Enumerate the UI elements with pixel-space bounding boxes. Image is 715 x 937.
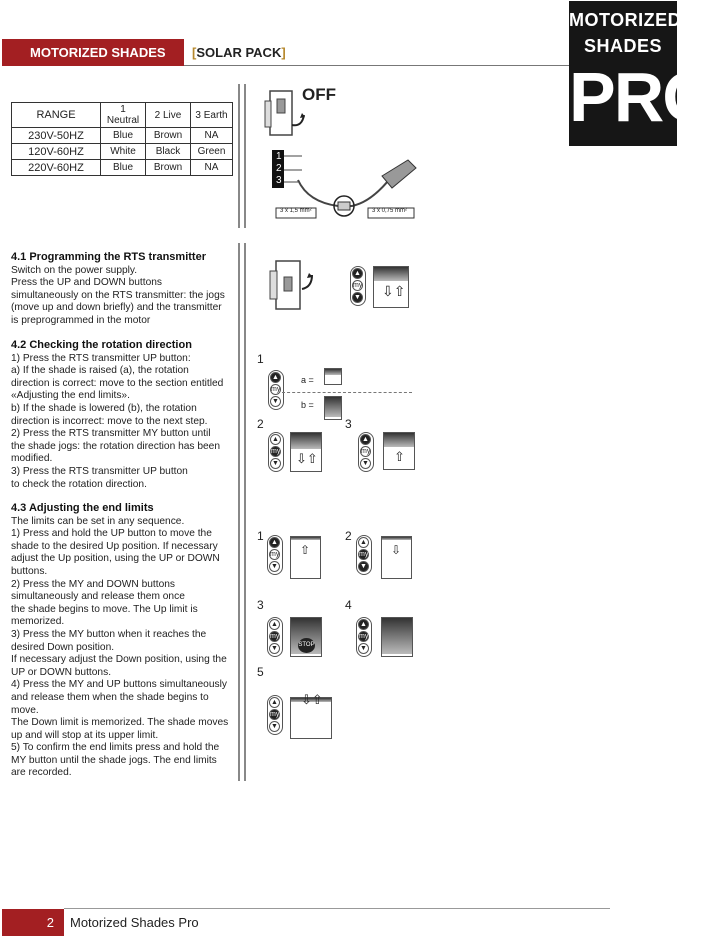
jog-arrows-icon: ⇩⇧ — [296, 451, 318, 466]
my-button-icon: my — [271, 386, 281, 393]
my-button-icon: my — [270, 711, 280, 718]
down-button-icon: ▼ — [269, 561, 280, 572]
section-body: The limits can be set in any sequence. 1) Press and hold the UP button to move the shade to the desired Up position. If necessary adjust the Up position, using the UP or DOWN buttons. 2) Press the MY and DOWN buttons simultaneously and release them once the shade begins to move. The Up limit is memorized. 3) Press the MY button when it reaches the desired Down position. If necessary adjust the Down position, using the UP or DOWN buttons. 4) Press the MY and UP buttons simultaneously and release them when the shade begins to move. The Down limit is memorized. The shade moves up and will stop at its upper limit. 5) To confirm the end limits press and hold the MY button until the shade jogs. The end limits are recorded. — [11, 515, 229, 779]
off-label: OFF — [302, 85, 336, 104]
step-1-label: 1 — [257, 352, 264, 366]
step-3-label: 3 — [345, 417, 352, 431]
up-button-icon: ▲ — [269, 619, 280, 630]
header-rule — [184, 65, 570, 66]
table-header: 3 Earth — [191, 103, 233, 128]
my-button-icon: my — [270, 633, 280, 640]
column-rule-bottom-b — [244, 243, 246, 781]
up-button-icon: ▲ — [269, 537, 280, 548]
down-button-icon: ▼ — [270, 396, 281, 407]
down-button-icon: ▼ — [358, 643, 369, 654]
table-row — [12, 144, 233, 160]
bracket-open: [ — [192, 45, 197, 60]
table-header: RANGE — [12, 103, 101, 128]
rts-remote — [356, 535, 372, 575]
wire-numbers — [276, 151, 282, 187]
column-rule-top-b — [244, 84, 246, 228]
shade-raised-icon — [324, 368, 342, 385]
rts-remote — [350, 266, 366, 306]
table-cell: Green — [191, 144, 233, 160]
shade-jog-figure — [290, 692, 332, 739]
footer-rule — [64, 908, 610, 909]
up-button-icon: ▲ — [358, 619, 369, 630]
table-cell: Blue — [101, 160, 146, 176]
section-title: 4.3 Adjusting the end limits — [11, 502, 154, 514]
section-4-3 — [11, 502, 239, 780]
rts-remote — [267, 617, 283, 657]
result-b-label: b = — [301, 400, 314, 410]
down-button-icon: ▼ — [352, 292, 363, 303]
logo-line-2: SHADES — [583, 36, 662, 56]
jog-arrows-icon: ⇩⇧ — [301, 692, 323, 707]
section-name: SOLAR PACK — [196, 45, 282, 60]
table-cell: Brown — [146, 160, 191, 176]
divider — [282, 392, 412, 394]
table-cell: NA — [191, 160, 233, 176]
up-button-icon: ▲ — [352, 268, 363, 279]
table-header-row — [12, 103, 233, 128]
wire-2: 2 — [276, 163, 282, 174]
step-3-label: 3 — [257, 598, 264, 612]
section-body: 1) Press the RTS transmitter UP button: a) If the shade is raised (a), the rotation direction is correct: move to the section entitled «Adjusting the end limits». b) If the shade is lowered (b), the rotation direction is incorrect: move to the next step. 2) Press the RTS transmitter MY button until the shade jogs: the rotation direction has been modified. 3) Press the RTS transmitter UP button to check the rotation direction. — [11, 352, 224, 490]
shade-up-figure — [290, 536, 321, 579]
stop-icon: STOP — [298, 638, 315, 653]
rts-remote — [268, 432, 284, 472]
section-4-2 — [11, 339, 239, 491]
my-button-icon: my — [270, 551, 280, 558]
rts-remote — [268, 370, 284, 410]
step-1-label: 1 — [257, 529, 264, 543]
breaker-on-figure — [268, 255, 328, 315]
shade-down-figure — [381, 536, 412, 579]
my-button-icon: my — [359, 551, 369, 558]
section-title: 4.2 Checking the rotation direction — [11, 339, 192, 351]
shade-lowered-icon — [324, 396, 342, 420]
rts-remote — [267, 695, 283, 735]
table-header: 2 Live — [146, 103, 191, 128]
my-button-icon: my — [271, 448, 281, 455]
wiring-table — [11, 102, 233, 176]
up-arrow-icon: ⇧ — [394, 449, 405, 464]
down-button-icon: ▼ — [270, 458, 281, 469]
page-number: 2 — [2, 909, 64, 936]
section-4-1 — [11, 251, 239, 328]
up-arrow-icon: ⇧ — [300, 543, 311, 557]
down-arrow-icon: ⇩ — [391, 543, 402, 557]
table-header: 1 Neutral — [101, 103, 146, 128]
table-cell: Black — [146, 144, 191, 160]
table-cell: 230V-50HZ — [12, 128, 101, 144]
my-button-icon: my — [361, 448, 371, 455]
brand-logo — [569, 1, 715, 146]
header-brand-bar — [2, 39, 184, 87]
wire-1: 1 — [276, 151, 282, 162]
up-button-icon: ▲ — [269, 697, 280, 708]
column-rule-top-a — [238, 84, 240, 228]
breaker-on-icon — [268, 255, 328, 315]
table-cell: NA — [191, 128, 233, 144]
table-cell: White — [101, 144, 146, 160]
up-button-icon: ▲ — [358, 537, 369, 548]
my-button-icon: my — [359, 633, 369, 640]
shade-down-figure — [381, 617, 413, 657]
rts-remote — [356, 617, 372, 657]
table-cell: 120V-60HZ — [12, 144, 101, 160]
table-row — [12, 128, 233, 144]
shade-stop-figure — [290, 617, 322, 657]
rts-remote — [358, 432, 374, 472]
cable-left-label: 3 x 1,5 mm² — [280, 208, 312, 214]
down-button-icon: ▼ — [360, 458, 371, 469]
step-5-label: 5 — [257, 665, 264, 679]
shade-up-figure — [383, 432, 415, 470]
bracket-close: ] — [281, 45, 286, 60]
step-2-label: 2 — [345, 529, 352, 543]
table-row — [12, 160, 233, 176]
logo-line-1: MOTORIZED — [569, 10, 682, 30]
wire-3: 3 — [276, 175, 282, 186]
table-cell: Brown — [146, 128, 191, 144]
down-button-icon: ▼ — [269, 643, 280, 654]
shade-jog-figure — [290, 432, 322, 472]
footer-text: Motorized Shades Pro — [70, 915, 199, 930]
down-button-icon: ▼ — [358, 561, 369, 572]
section-title: 4.1 Programming the RTS transmitter — [11, 251, 206, 263]
step-2-label: 2 — [257, 417, 264, 431]
up-button-icon: ▲ — [270, 434, 281, 445]
jog-arrows-icon: ⇩⇧ — [382, 283, 406, 299]
my-button-icon: my — [353, 282, 363, 289]
table-cell: Blue — [101, 128, 146, 144]
shade-jog-figure — [373, 266, 409, 308]
cable-right-label: 3 x 0,75 mm² — [372, 208, 408, 214]
header-section-title — [192, 45, 286, 60]
logo-line-3: PRO — [569, 58, 715, 136]
rts-remote — [267, 535, 283, 575]
up-button-icon: ▲ — [270, 372, 281, 383]
section-body: Switch on the power supply. Press the UP and DOWN buttons simultaneously on the RTS transmitter: the jogs (move up and down briefly) and the transmitter is preprogrammed in the motor — [11, 264, 225, 326]
result-a-label: a = — [301, 375, 314, 385]
up-button-icon: ▲ — [360, 434, 371, 445]
table-cell: 220V-60HZ — [12, 160, 101, 176]
header-brand: MOTORIZED SHADES PRO — [30, 45, 166, 87]
down-button-icon: ▼ — [269, 721, 280, 732]
step-4-label: 4 — [345, 598, 352, 612]
